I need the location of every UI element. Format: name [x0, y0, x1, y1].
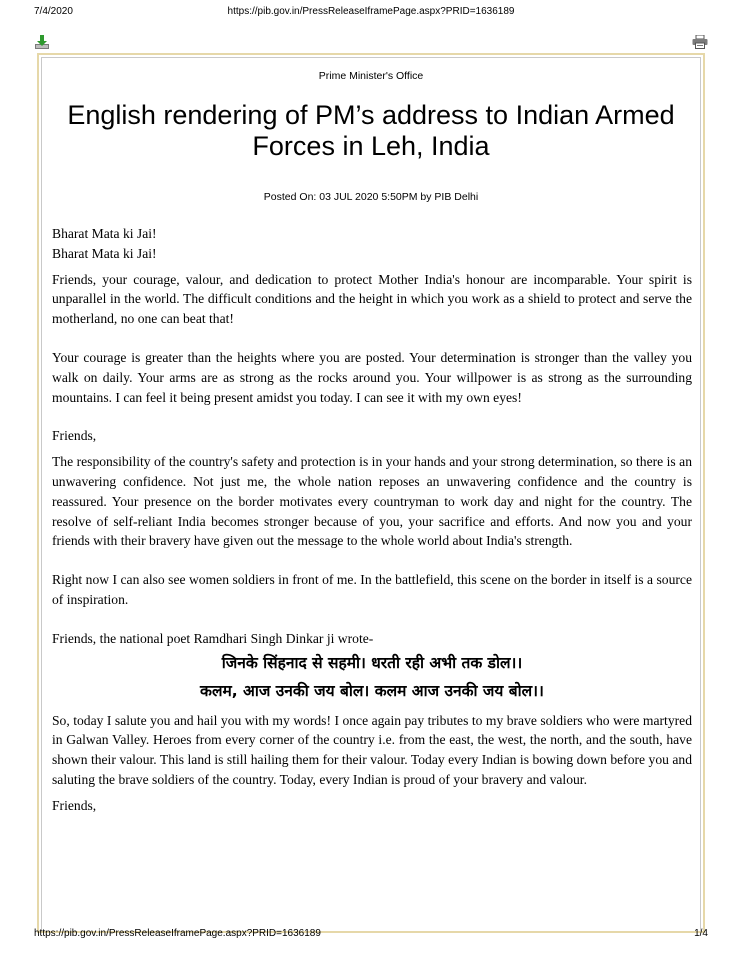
- printer-icon[interactable]: [692, 35, 708, 49]
- page-number: 1/4: [694, 928, 708, 939]
- download-icon[interactable]: [34, 34, 50, 50]
- print-date: 7/4/2020: [34, 6, 73, 17]
- ministry-label: Prime Minister's Office: [318, 70, 424, 82]
- verse-line: कलम, आज उनकी जय बोल। कलम आज उनकी जय बोल।।: [200, 681, 544, 700]
- article-body: [52, 224, 692, 816]
- paragraph: Friends, the national poet Ramdhari Singh Dinkar ji wrote-: [52, 630, 374, 646]
- print-url: https://pib.gov.in/PressReleaseIframePage.aspx?PRID=1636189: [227, 6, 515, 17]
- verse-line: जिनके सिंहनाद से सहमी। धरती रही अभी तक डोल।।: [221, 653, 523, 672]
- print-header: [0, 6, 742, 20]
- footer-url: https://pib.gov.in/PressReleaseIframePage.aspx?PRID=1636189: [34, 928, 321, 939]
- paragraph: Your courage is greater than the heights where you are posted. Your determination is stronger than the valley you walk on daily. Your arms are as strong as the rocks around you. Your willpower is as strong as the surrounding mountains. I can feel it being present amidst you today. I can see it with my own eyes!: [52, 349, 692, 405]
- print-footer: [0, 928, 742, 942]
- paragraph: The responsibility of the country's safety and protection is in your hands and your strong determination, so there is an unwavering confidence. Not just me, the whole nation reposes an unwavering confidence and the country is reassured. Your presence on the border motivates every countryman to work day and night for the country. The resolve of self-reliant India becomes stronger because of you, your sacrifice and efforts. And now you and your friends with their bravery have given out the message to the whole world about India's strength.: [52, 454, 692, 549]
- paragraph: So, today I salute you and hail you with my words! I once again pay tributes to my brave soldiers who were martyred in Galwan Valley. Heroes from every corner of the country i.e. from the east, the west, the north, and the south, have shown their valour. This land is still hailing them for their valour. Today every Indian is bowing down before you and saluting the brave soldiers of the country. Today, every Indian is proud of your bravery and valour.: [52, 712, 692, 787]
- paragraph: Friends,: [52, 797, 97, 813]
- paragraph: Friends, your courage, valour, and dedication to protect Mother India's honour are incomparable. Your spirit is unparallel in the world. The difficult conditions and the height in which you work as a shield to protect and serve the motherland, no one can beat that!: [52, 271, 692, 327]
- paragraph: Friends,: [52, 428, 97, 444]
- paragraph: Right now I can also see women soldiers in front of me. In the battlefield, this scene on the border in itself is a source of inspiration.: [52, 572, 692, 607]
- greeting-line: Bharat Mata ki Jai!: [52, 226, 157, 241]
- posted-on: Posted On: 03 JUL 2020 5:50PM by PIB Delhi: [263, 191, 479, 203]
- page-title: English rendering of PM’s address to Indian Armed Forces in Leh, India: [67, 100, 675, 161]
- greeting-line: Bharat Mata ki Jai!: [52, 245, 157, 261]
